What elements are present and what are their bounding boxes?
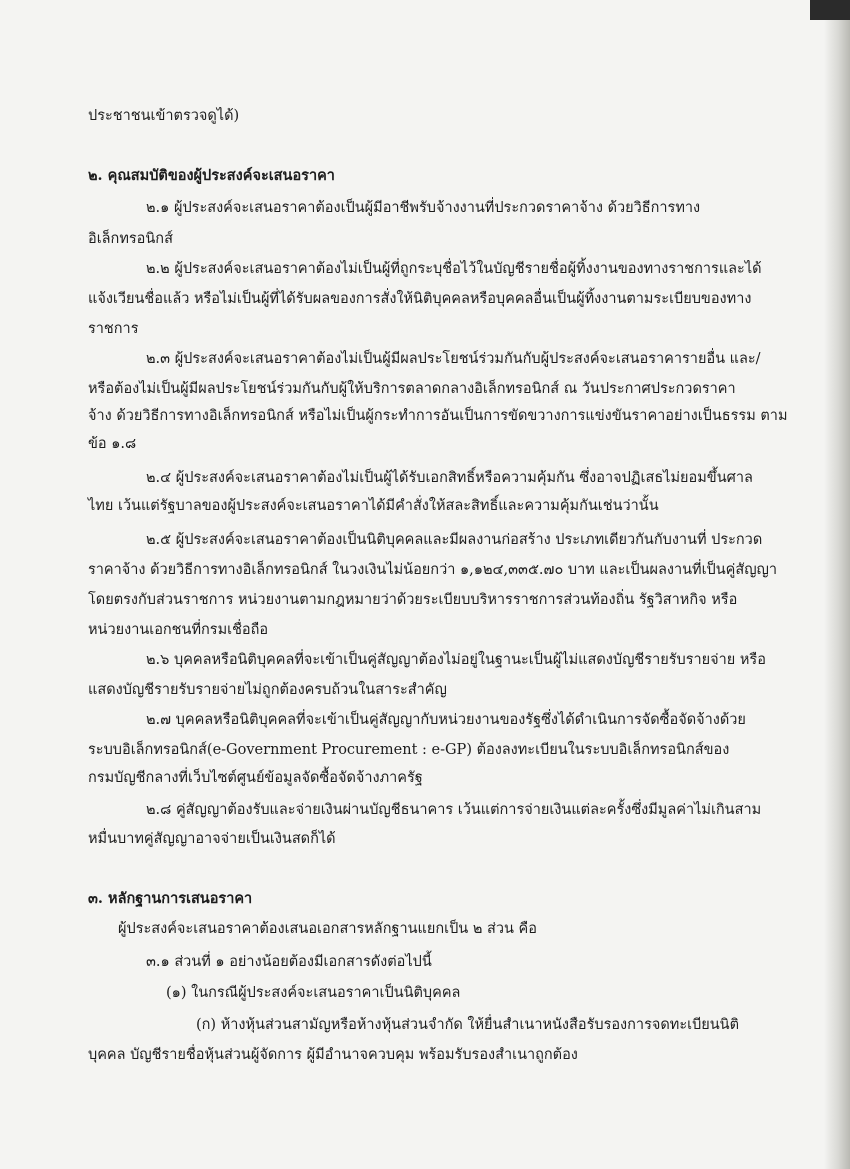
- text-line: หมื่นบาทคู่สัญญาอาจจ่ายเป็นเงินสดก็ได้: [88, 831, 336, 847]
- text-line: กรมบัญชีกลางที่เว็บไซต์ศูนย์ข้อมูลจัดซื้อจัดจ้างภาครัฐ: [88, 770, 423, 786]
- text-line: ๒.๗ บุคคลหรือนิติบุคคลที่จะเข้าเป็นคู่สัญญากับหน่วยงานของรัฐซึ่งได้ดำเนินการจัดซื้อจัดจ้างด้วย: [146, 712, 746, 728]
- text-line: บุคคล บัญชีรายชื่อหุ้นส่วนผู้จัดการ ผู้มีอำนาจควบคุม พร้อมรับรองสำเนาถูกต้อง: [88, 1047, 578, 1063]
- text-line: ระบบอิเล็กทรอนิกส์(e-Government Procurement : e-GP) ต้องลงทะเบียนในระบบอิเล็กทรอนิกส์ของ: [88, 742, 730, 758]
- text-line: ราคาจ้าง ด้วยวิธีการทางอิเล็กทรอนิกส์ ในวงเงินไม่น้อยกว่า ๑,๑๒๔,๓๓๕.๗๐ บาท และเป็นผลงานที่เป็นคู่สัญญา: [88, 562, 778, 578]
- text-line: ๒.๓ ผู้ประสงค์จะเสนอราคาต้องไม่เป็นผู้มีผลประโยชน์ร่วมกันกับผู้ประสงค์จะเสนอราคารายอื่น และ/: [146, 351, 761, 367]
- text-line: แจ้งเวียนชื่อแล้ว หรือไม่เป็นผู้ที่ได้รับผลของการสั่งให้นิติบุคคลหรือบุคคลอื่นเป็นผู้ทิ้งงานตามระเบียบของทาง: [88, 291, 752, 307]
- text-line: ๒.๔ ผู้ประสงค์จะเสนอราคาต้องไม่เป็นผู้ได้รับเอกสิทธิ์หรือความคุ้มกัน ซึ่งอาจปฏิเสธไม่ยอมขึ้นศาล: [146, 470, 753, 486]
- text-line: ๓.๑ ส่วนที่ ๑ อย่างน้อยต้องมีเอกสารดังต่อไปนี้: [146, 954, 432, 970]
- text-line: ไทย เว้นแต่รัฐบาลของผู้ประสงค์จะเสนอราคาได้มีคำสั่งให้สละสิทธิ์และความคุ้มกันเช่นว่านั้น: [88, 498, 659, 514]
- text-line: ผู้ประสงค์จะเสนอราคาต้องเสนอเอกสารหลักฐานแยกเป็น ๒ ส่วน คือ: [118, 921, 537, 937]
- text-line: ๒.๒ ผู้ประสงค์จะเสนอราคาต้องไม่เป็นผู้ที่ถูกระบุชื่อไว้ในบัญชีรายชื่อผู้ทิ้งงานของทางราชการและได้: [146, 261, 762, 277]
- scan-corner-mark: [810, 0, 850, 20]
- text-line: (ก) ห้างหุ้นส่วนสามัญหรือห้างหุ้นส่วนจำกัด ให้ยื่นสำเนาหนังสือรับรองการจดทะเบียนนิติ: [196, 1017, 740, 1033]
- text-line: ๒.๖ บุคคลหรือนิติบุคคลที่จะเข้าเป็นคู่สัญญาต้องไม่อยู่ในฐานะเป็นผู้ไม่แสดงบัญชีรายรับรายจ่าย หรือ: [146, 652, 766, 668]
- text-line: ๒.๕ ผู้ประสงค์จะเสนอราคาต้องเป็นนิติบุคคลและมีผลงานก่อสร้าง ประเภทเดียวกันกับงานที่ ประกวด: [146, 532, 763, 548]
- text-line: (๑) ในกรณีผู้ประสงค์จะเสนอราคาเป็นนิติบุคคล: [166, 985, 461, 1001]
- text-line: ๒.๘ คู่สัญญาต้องรับและจ่ายเงินผ่านบัญชีธนาคาร เว้นแต่การจ่ายเงินแต่ละครั้งซึ่งมีมูลค่าไม่เกินสาม: [146, 802, 762, 818]
- text-line: จ้าง ด้วยวิธีการทางอิเล็กทรอนิกส์ หรือไม่เป็นผู้กระทำการอันเป็นการขัดขวางการแข่งขันราคาอย่างเป็นธรรม ตาม: [88, 408, 788, 424]
- text-line: ข้อ ๑.๘: [88, 436, 137, 452]
- scan-edge-shadow: [824, 0, 850, 1169]
- text-line: หน่วยงานเอกชนที่กรมเชื่อถือ: [88, 622, 269, 638]
- text-line: โดยตรงกับส่วนราชการ หน่วยงานตามกฎหมายว่าด้วยระเบียบบริหารราชการส่วนท้องถิ่น รัฐวิสาหกิจ หรือ: [88, 592, 738, 608]
- text-line: ราชการ: [88, 321, 139, 337]
- text-line: แสดงบัญชีรายรับรายจ่ายไม่ถูกต้องครบถ้วนในสาระสำคัญ: [88, 682, 447, 698]
- text-line: อิเล็กทรอนิกส์: [88, 231, 173, 247]
- text-line: หรือต้องไม่เป็นผู้มีผลประโยชน์ร่วมกันกับผู้ให้บริการตลาดกลางอิเล็กทรอนิกส์ ณ วันประกาศประกวดราคา: [88, 381, 736, 397]
- section-heading: ๓. หลักฐานการเสนอราคา: [88, 890, 253, 907]
- text-line: ประชาชนเข้าตรวจดูได้): [88, 108, 240, 124]
- text-line: ๒.๑ ผู้ประสงค์จะเสนอราคาต้องเป็นผู้มีอาชีพรับจ้างงานที่ประกวดราคาจ้าง ด้วยวิธีการทาง: [146, 200, 701, 216]
- section-heading: ๒. คุณสมบัติของผู้ประสงค์จะเสนอราคา: [88, 167, 335, 184]
